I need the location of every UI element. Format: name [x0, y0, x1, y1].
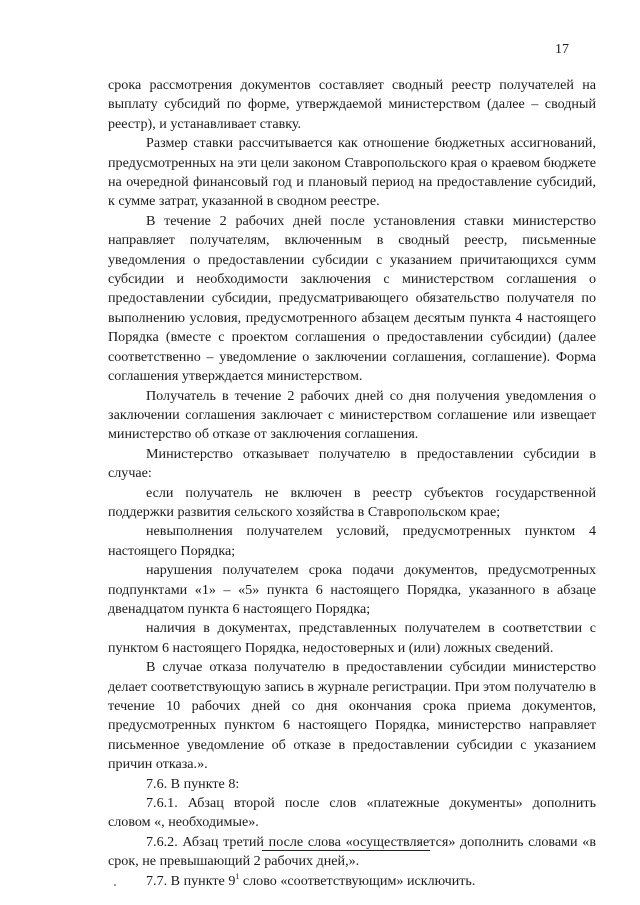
paragraph: нарушения получателем срока подачи документов, предусмотренных подпунктами «1» – «5» пункта 6 настоящего Порядка, указанного в абзаце двенадцатом пункта 6 настоящего Порядка; — [108, 562, 596, 617]
paragraph: Министерство отказывает получателю в предоставлении субсидии в случае: — [108, 445, 596, 482]
paragraph: невыполнения получателем условий, предусмотренных пунктом 4 настоящего Порядка; — [108, 523, 596, 559]
paragraph: 7.6. В пункте 8: — [146, 775, 240, 792]
paragraph: Размер ставки рассчитывается как отношение бюджетных ассигнований, предусмотренных на эти цели законом Ставропольского края о краевом бюджете на очередной финансовый год и плановый период на предоставление субсидий, к сумме затрат, указанной в сводном реестре. — [108, 135, 596, 210]
paragraph-last-end: слово «соответствующим» исключить. — [239, 872, 476, 889]
superscript-number: 1 — [235, 871, 240, 881]
paragraph-last-start: 7.7. В пункте 9 — [146, 872, 236, 889]
paragraph: В случае отказа получателю в предоставлении субсидии министерство делает соответствующую запись в журнале регистрации. При этом получателю в течение 10 рабочих дней со дня окончания срока приема документов, предусмотренных пунктом 6 настоящего Порядка, министерство направляет письменное уведомление об отказе в предоставлении субсидии с указанием причин отказа.». — [108, 659, 596, 773]
paragraph: наличия в документах, представленных получателем в соответствии с пунктом 6 настоящего Порядка, недостоверных и (или) ложных сведений. — [108, 620, 596, 656]
paragraph-last — [108, 872, 596, 891]
paragraph: если получатель не включен в реестр субъектов государственной поддержки развития сельского хозяйства в Ставропольском крае; — [108, 484, 596, 520]
paragraph: В течение 2 рабочих дней после установления ставки министерство направляет получателям, включенным в сводный реестр, письменные уведомления о предоставлении субсидии с указанием причитающихся сумм субсидии и необходимости заключения с министерством соглашения о предоставлении субсидии, предусматривающего обязательство получателя по выполнению условия, предусмотренного абзацем десятым пункта 4 настоящего Порядка (вместе с проектом соглашения о предоставлении субсидии) (далее соответственно – уведомление о заключении соглашения, соглашение). Форма соглашения утверждается министерством. — [108, 212, 596, 385]
paragraph: 7.6.1. Абзац второй после слов «платежные документы» дополнить словом «, необходимые». — [108, 795, 596, 831]
paragraph: Получатель в течение 2 рабочих дней со дня получения уведомления о заключении соглашения заключает с министерством соглашение или извещает министерство об отказе от заключения соглашения. — [108, 387, 596, 443]
document-body — [108, 76, 596, 891]
page-number: 17 — [555, 42, 569, 57]
paragraph: 7.6.2. Абзац третий после слова «осуществляется» дополнить словами «в срок, не превышающий 2 рабочих дней,». — [108, 833, 596, 870]
separator-line — [262, 850, 430, 851]
scan-speck — [114, 884, 116, 886]
paragraph: срока рассмотрения документов составляет сводный реестр получателей на выплату субсидий по форме, утверждаемой министерством (далее – сводный реестр), и устанавливает ставку. — [108, 77, 596, 132]
